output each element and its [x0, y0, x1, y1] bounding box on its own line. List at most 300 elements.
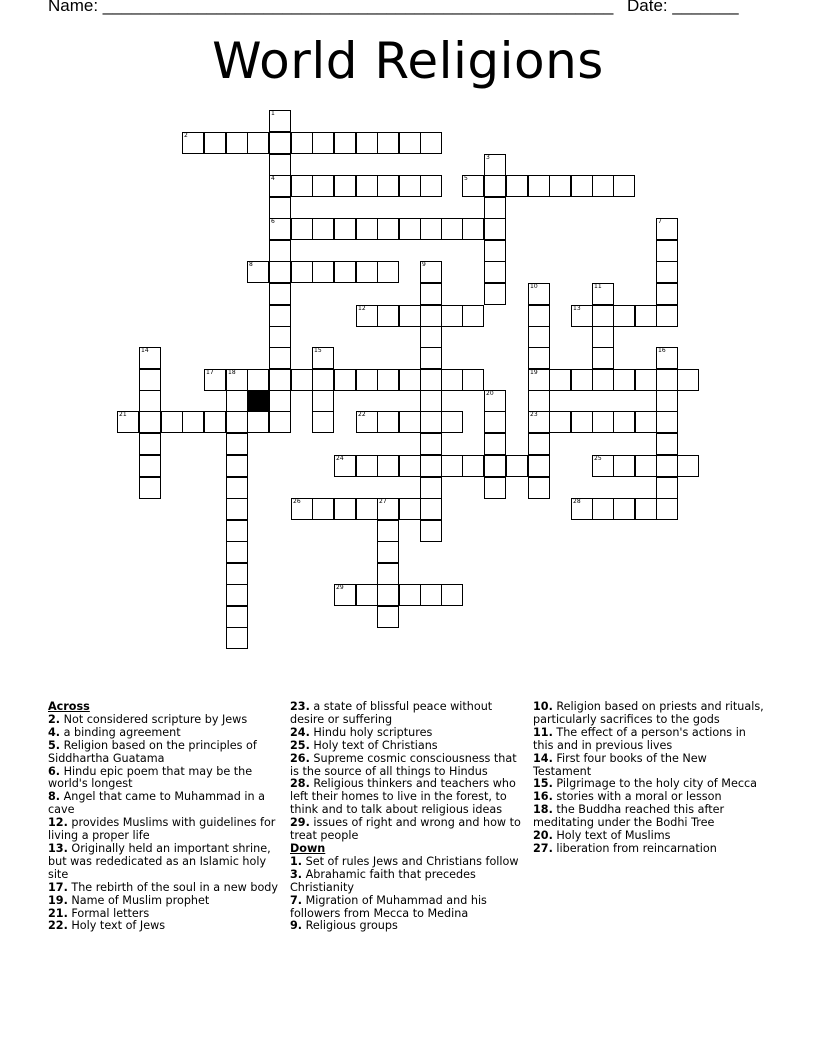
clue-number-label: 24.: [290, 725, 310, 739]
crossword-cell[interactable]: [377, 411, 399, 433]
clue-number-label: 25.: [290, 738, 310, 752]
crossword-cell[interactable]: [656, 477, 678, 499]
clue-number: 1: [271, 110, 275, 117]
crossword-cell[interactable]: [528, 175, 550, 197]
crossword-cell[interactable]: [656, 283, 678, 305]
crossword-cell[interactable]: [571, 305, 593, 327]
crossword-cell[interactable]: [312, 390, 334, 412]
clue-number-label: 5.: [48, 738, 61, 752]
crossword-cell[interactable]: [356, 455, 378, 477]
crossword-cell[interactable]: [226, 132, 248, 154]
clue-number: 29: [336, 584, 344, 591]
crossword-cell[interactable]: [549, 369, 571, 391]
crossword-cell[interactable]: [377, 455, 399, 477]
crossword-cell[interactable]: [356, 305, 378, 327]
clue-number-label: 20.: [533, 829, 553, 843]
clue-number-label: 4.: [48, 725, 61, 739]
crossword-cell[interactable]: [571, 175, 593, 197]
clue-item: [48, 740, 283, 766]
clue-item: [290, 920, 525, 933]
clue-item: [48, 817, 283, 843]
crossword-cell[interactable]: [441, 584, 463, 606]
crossword-cell[interactable]: [356, 584, 378, 606]
crossword-cell[interactable]: [334, 261, 356, 283]
clue-number: 20: [486, 390, 494, 397]
clue-number: 19: [530, 369, 538, 376]
crossword-cell[interactable]: [377, 498, 399, 520]
crossword-cell[interactable]: [247, 132, 269, 154]
crossword-cell[interactable]: [226, 390, 248, 412]
crossword-cell[interactable]: [420, 390, 442, 412]
crossword-cell[interactable]: [226, 563, 248, 585]
crossword-cell[interactable]: [377, 132, 399, 154]
crossword-cell[interactable]: [269, 154, 291, 176]
crossword-cell[interactable]: [420, 283, 442, 305]
crossword-cell[interactable]: [399, 369, 421, 391]
clue-item: [48, 791, 283, 817]
crossword-cell[interactable]: [356, 175, 378, 197]
crossword-cell[interactable]: [635, 411, 657, 433]
crossword-cell[interactable]: [528, 347, 550, 369]
name-field-line: Name: ______________________________________________________: [48, 0, 614, 15]
crossword-cell[interactable]: [613, 305, 635, 327]
clues-column-3: [533, 701, 768, 856]
crossword-cell[interactable]: [656, 455, 678, 477]
crossword-cell[interactable]: [656, 240, 678, 262]
clue-item: [533, 701, 768, 727]
crossword-cell[interactable]: [269, 175, 291, 197]
clue-item: [290, 869, 525, 895]
crossword-cell[interactable]: [161, 411, 183, 433]
crossword-cell[interactable]: [592, 283, 614, 305]
crossword-cell[interactable]: [377, 218, 399, 240]
crossword-cell[interactable]: [204, 369, 226, 391]
crossword-cell[interactable]: [484, 433, 506, 455]
clue-number: 26: [293, 498, 301, 505]
crossword-cell[interactable]: [420, 584, 442, 606]
crossword-cell[interactable]: [139, 411, 161, 433]
clue-item: [290, 895, 525, 921]
crossword-cell[interactable]: [528, 369, 550, 391]
clue-text: Angel that came to Muhammad in a cave: [48, 790, 266, 817]
crossword-cell[interactable]: [399, 584, 421, 606]
crossword-cell[interactable]: [226, 411, 248, 433]
crossword-cell[interactable]: [484, 175, 506, 197]
clue-text: Set of rules Jews and Christians follow: [302, 854, 519, 868]
crossword-cell[interactable]: [334, 455, 356, 477]
crossword-cell[interactable]: [528, 283, 550, 305]
crossword-cell[interactable]: [635, 455, 657, 477]
crossword-cell[interactable]: [635, 369, 657, 391]
crossword-cell[interactable]: [291, 261, 313, 283]
crossword-cell[interactable]: [462, 218, 484, 240]
clue-number: 21: [119, 411, 127, 418]
clue-number: 22: [358, 411, 366, 418]
crossword-cell[interactable]: [269, 411, 291, 433]
crossword-cell[interactable]: [399, 305, 421, 327]
clue-text: liberation from reincarnation: [552, 841, 717, 855]
crossword-cell[interactable]: [420, 369, 442, 391]
clue-text: The effect of a person's actions in this and in previous lives: [533, 725, 746, 752]
crossword-cell[interactable]: [656, 411, 678, 433]
crossword-cell[interactable]: [399, 175, 421, 197]
clue-number-label: 22.: [48, 919, 68, 933]
crossword-cell[interactable]: [656, 390, 678, 412]
clue-text: First four books of the New Testament: [533, 751, 707, 778]
crossword-cell[interactable]: [312, 498, 334, 520]
crossword-cell[interactable]: [312, 218, 334, 240]
crossword-cell[interactable]: [592, 498, 614, 520]
crossword-cell[interactable]: [226, 433, 248, 455]
clue-number-label: 6.: [48, 764, 61, 778]
clue-number: 5: [464, 175, 468, 182]
clue-number-label: 18.: [533, 803, 553, 817]
crossword-cell[interactable]: [441, 411, 463, 433]
crossword-cell[interactable]: [592, 305, 614, 327]
crossword-cell[interactable]: [528, 390, 550, 412]
clues-column-1: [48, 701, 283, 933]
crossword-cell[interactable]: [656, 433, 678, 455]
clue-item: [290, 817, 525, 843]
crossword-cell[interactable]: [635, 498, 657, 520]
clue-text: a binding agreement: [60, 725, 181, 739]
crossword-cell[interactable]: [399, 132, 421, 154]
crossword-cell[interactable]: [377, 175, 399, 197]
clue-number: 13: [573, 305, 581, 312]
crossword-cell[interactable]: [377, 563, 399, 585]
crossword-cell[interactable]: [462, 455, 484, 477]
crossword-cell[interactable]: [399, 411, 421, 433]
crossword-cell[interactable]: [356, 498, 378, 520]
clue-number-label: 27.: [533, 841, 553, 855]
crossword-cell[interactable]: [334, 175, 356, 197]
clue-number-label: 29.: [290, 816, 310, 830]
crossword-cell[interactable]: [226, 455, 248, 477]
clue-number-label: 12.: [48, 816, 68, 830]
crossword-cell[interactable]: [420, 175, 442, 197]
crossword-cell[interactable]: [312, 175, 334, 197]
crossword-cell[interactable]: [334, 369, 356, 391]
crossword-cell[interactable]: [226, 627, 248, 649]
clue-number-label: 23.: [290, 700, 310, 713]
crossword-cell[interactable]: [484, 455, 506, 477]
crossword-cell[interactable]: [247, 411, 269, 433]
crossword-cell[interactable]: [226, 541, 248, 563]
crossword-cell[interactable]: [204, 411, 226, 433]
crossword-cell[interactable]: [420, 132, 442, 154]
crossword-cell[interactable]: [506, 455, 528, 477]
clue-number: 3: [486, 154, 490, 161]
clue-text: provides Muslims with guidelines for living a proper life: [48, 816, 276, 843]
crossword-cell[interactable]: [269, 110, 291, 132]
crossword-cell[interactable]: [420, 477, 442, 499]
clue-number-label: 7.: [290, 893, 303, 907]
crossword-cell[interactable]: [139, 369, 161, 391]
crossword-cell[interactable]: [334, 498, 356, 520]
crossword-cell[interactable]: [613, 369, 635, 391]
clue-text: Religion based on priests and rituals, particularly sacrifices to the gods: [533, 700, 764, 726]
crossword-cell[interactable]: [334, 218, 356, 240]
crossword-cell[interactable]: [613, 455, 635, 477]
clue-item: [533, 727, 768, 753]
crossword-cell[interactable]: [528, 326, 550, 348]
crossword-cell[interactable]: [677, 455, 699, 477]
crossword-cell[interactable]: [420, 261, 442, 283]
crossword-cell[interactable]: [269, 261, 291, 283]
crossword-cell[interactable]: [462, 305, 484, 327]
clue-text: Holy text of Christians: [309, 738, 438, 752]
clue-number-label: 26.: [290, 751, 310, 765]
crossword-cell[interactable]: [656, 305, 678, 327]
clue-text: Religious groups: [302, 919, 398, 933]
clue-text: Name of Muslim prophet: [67, 893, 210, 907]
clue-item: [48, 843, 283, 882]
crossword-cell[interactable]: [291, 498, 313, 520]
crossword-cell[interactable]: [269, 218, 291, 240]
crossword-cell[interactable]: [462, 369, 484, 391]
crossword-cell[interactable]: [420, 347, 442, 369]
crossword-cell[interactable]: [462, 175, 484, 197]
crossword-cell[interactable]: [377, 541, 399, 563]
crossword-cell[interactable]: [399, 218, 421, 240]
crossword-cell[interactable]: [592, 326, 614, 348]
clue-text: Formal letters: [67, 906, 150, 920]
crossword-cell[interactable]: [312, 261, 334, 283]
clue-section-heading: Down: [290, 841, 326, 855]
clue-item: [533, 753, 768, 779]
crossword-cell[interactable]: [226, 584, 248, 606]
clue-text: Holy text of Muslims: [552, 829, 671, 843]
crossword-cell[interactable]: [356, 218, 378, 240]
crossword-cell[interactable]: [182, 132, 204, 154]
crossword-cell[interactable]: [377, 520, 399, 542]
clue-item: [290, 753, 525, 779]
crossword-cell[interactable]: [613, 411, 635, 433]
clue-number: 18: [228, 369, 236, 376]
clue-item: [48, 766, 283, 792]
clue-text: Migration of Muhammad and his followers from Mecca to Medina: [290, 893, 487, 920]
clue-item: [533, 843, 768, 856]
crossword-cell[interactable]: [247, 261, 269, 283]
crossword-cell[interactable]: [656, 347, 678, 369]
crossword-cell[interactable]: [269, 347, 291, 369]
clue-number: 9: [422, 261, 426, 268]
crossword-cell[interactable]: [549, 411, 571, 433]
crossword-cell[interactable]: [420, 498, 442, 520]
crossword-cell[interactable]: [269, 390, 291, 412]
crossword-cell[interactable]: [356, 261, 378, 283]
crossword-cell[interactable]: [484, 197, 506, 219]
crossword-cell[interactable]: [312, 369, 334, 391]
crossword-cell[interactable]: [291, 132, 313, 154]
crossword-cell[interactable]: [635, 305, 657, 327]
crossword-cell[interactable]: [356, 132, 378, 154]
clue-number-label: 11.: [533, 725, 553, 739]
crossword-cell[interactable]: [399, 498, 421, 520]
crossword-cell[interactable]: [441, 305, 463, 327]
crossword-cell[interactable]: [656, 498, 678, 520]
crossword-cell[interactable]: [656, 369, 678, 391]
date-field-line: Date: _______: [627, 0, 739, 15]
crossword-cell[interactable]: [420, 326, 442, 348]
clue-text: Holy text of Jews: [67, 919, 166, 933]
crossword-cell[interactable]: [549, 175, 571, 197]
clue-text: issues of right and wrong and how to treat people: [290, 816, 521, 843]
crossword-cell[interactable]: [420, 411, 442, 433]
crossword-cell[interactable]: [269, 283, 291, 305]
crossword-cell[interactable]: [377, 369, 399, 391]
crossword-cell[interactable]: [420, 433, 442, 455]
crossword-cell[interactable]: [226, 520, 248, 542]
crossword-cell[interactable]: [269, 240, 291, 262]
crossword-cell[interactable]: [312, 132, 334, 154]
crossword-cell[interactable]: [182, 411, 204, 433]
crossword-cell[interactable]: [592, 411, 614, 433]
clue-number-label: 16.: [533, 790, 553, 804]
crossword-cell[interactable]: [377, 584, 399, 606]
crossword-cell[interactable]: [226, 606, 248, 628]
crossword-cell[interactable]: [356, 411, 378, 433]
clue-number-label: 13.: [48, 841, 68, 855]
crossword-cell[interactable]: [484, 218, 506, 240]
clue-number: 24: [336, 455, 344, 462]
crossword-cell[interactable]: [399, 455, 421, 477]
crossword-cell[interactable]: [592, 455, 614, 477]
crossword-cell[interactable]: [334, 132, 356, 154]
clue-number: 8: [249, 261, 253, 268]
clue-number: 4: [271, 175, 275, 182]
clue-number-label: 17.: [48, 880, 68, 894]
clue-number-label: 1.: [290, 854, 303, 868]
clue-number: 16: [658, 347, 666, 354]
clue-section-heading: Across: [48, 700, 90, 713]
crossword-cell[interactable]: [247, 369, 269, 391]
clue-number: 28: [573, 498, 581, 505]
crossword-cell[interactable]: [677, 369, 699, 391]
crossword-cell[interactable]: [291, 369, 313, 391]
clue-text: Religion based on the principles of Siddhartha Guatama: [48, 738, 257, 765]
crossword-cell[interactable]: [484, 477, 506, 499]
clue-text: Supreme cosmic consciousness that is the source of all things to Hindus: [290, 751, 517, 778]
crossword-cell[interactable]: [506, 175, 528, 197]
clue-text: Religious thinkers and teachers who left their homes to live in the forest, to think and to talk about religious ideas: [290, 777, 516, 817]
crossword-cell[interactable]: [613, 175, 635, 197]
clue-number-label: 3.: [290, 867, 303, 881]
clue-text: Originally held an important shrine, but was rededicated as an Islamic holy site: [48, 841, 271, 881]
crossword-cell[interactable]: [204, 132, 226, 154]
crossword-cell[interactable]: [291, 218, 313, 240]
clue-number: 15: [314, 347, 322, 354]
crossword-cell[interactable]: [528, 411, 550, 433]
crossword-cell[interactable]: [592, 369, 614, 391]
crossword-cell[interactable]: [420, 218, 442, 240]
crossword-cell[interactable]: [139, 433, 161, 455]
clue-number: 25: [594, 455, 602, 462]
crossword-cell[interactable]: [441, 455, 463, 477]
crossword-cell[interactable]: [571, 369, 593, 391]
crossword-cell[interactable]: [441, 218, 463, 240]
clue-text: Hindu epic poem that may be the world's longest: [48, 764, 253, 791]
crossword-cell[interactable]: [420, 455, 442, 477]
crossword-cell[interactable]: [226, 477, 248, 499]
crossword-cell[interactable]: [420, 520, 442, 542]
clue-number: 27: [379, 498, 387, 505]
crossword-cell[interactable]: [484, 390, 506, 412]
crossword-cell[interactable]: [528, 433, 550, 455]
crossword-cell[interactable]: [269, 197, 291, 219]
crossword-cell[interactable]: [528, 305, 550, 327]
clue-number: 2: [184, 132, 188, 139]
crossword-cell[interactable]: [528, 477, 550, 499]
clue-item: [533, 804, 768, 830]
clue-text: the Buddha reached this after meditating under the Bodhi Tree: [533, 803, 725, 830]
crossword-cell[interactable]: [656, 261, 678, 283]
crossword-cell[interactable]: [117, 411, 139, 433]
crossword-cell[interactable]: [592, 347, 614, 369]
crossword-cell[interactable]: [592, 175, 614, 197]
crossword-black-cell: [247, 390, 269, 412]
crossword-cell[interactable]: [484, 154, 506, 176]
crossword-cell[interactable]: [312, 411, 334, 433]
crossword-cell[interactable]: [269, 132, 291, 154]
crossword-cell[interactable]: [571, 498, 593, 520]
crossword-cell[interactable]: [139, 477, 161, 499]
crossword-cell[interactable]: [269, 305, 291, 327]
page-title: World Religions: [212, 32, 604, 90]
clue-text: Abrahamic faith that precedes Christianity: [290, 867, 476, 894]
crossword-cell[interactable]: [139, 455, 161, 477]
crossword-cell[interactable]: [484, 261, 506, 283]
crossword-cell[interactable]: [377, 261, 399, 283]
crossword-cell[interactable]: [269, 326, 291, 348]
clue-number-label: 19.: [48, 893, 68, 907]
clue-number-label: 2.: [48, 712, 61, 726]
crossword-cell[interactable]: [334, 584, 356, 606]
crossword-cell[interactable]: [420, 305, 442, 327]
clue-text: a state of blissful peace without desire or suffering: [290, 700, 493, 726]
crossword-cell[interactable]: [484, 240, 506, 262]
crossword-cell[interactable]: [139, 347, 161, 369]
crossword-cell[interactable]: [613, 498, 635, 520]
clue-text: Pilgrimage to the holy city of Mecca: [552, 777, 757, 791]
clue-text: stories with a moral or lesson: [552, 790, 722, 804]
crossword-cell[interactable]: [291, 175, 313, 197]
clue-number: 6: [271, 218, 275, 225]
clue-number: 11: [594, 283, 602, 290]
crossword-cell[interactable]: [356, 369, 378, 391]
crossword-cell[interactable]: [377, 606, 399, 628]
crossword-cell[interactable]: [269, 369, 291, 391]
crossword-cell[interactable]: [484, 411, 506, 433]
crossword-cell[interactable]: [377, 305, 399, 327]
clue-number: 10: [530, 283, 538, 290]
clue-number: 23: [530, 411, 538, 418]
crossword-cell[interactable]: [528, 455, 550, 477]
crossword-cell[interactable]: [312, 347, 334, 369]
crossword-cell[interactable]: [484, 283, 506, 305]
crossword-cell[interactable]: [139, 390, 161, 412]
crossword-cell[interactable]: [441, 369, 463, 391]
clue-number-label: 9.: [290, 919, 303, 933]
clue-number-label: 10.: [533, 700, 553, 713]
crossword-cell[interactable]: [226, 498, 248, 520]
crossword-cell[interactable]: [226, 369, 248, 391]
crossword-cell[interactable]: [656, 218, 678, 240]
crossword-cell[interactable]: [571, 411, 593, 433]
clue-item: [290, 778, 525, 817]
clues-column-2: [290, 701, 525, 933]
clue-text: Not considered scripture by Jews: [60, 712, 248, 726]
